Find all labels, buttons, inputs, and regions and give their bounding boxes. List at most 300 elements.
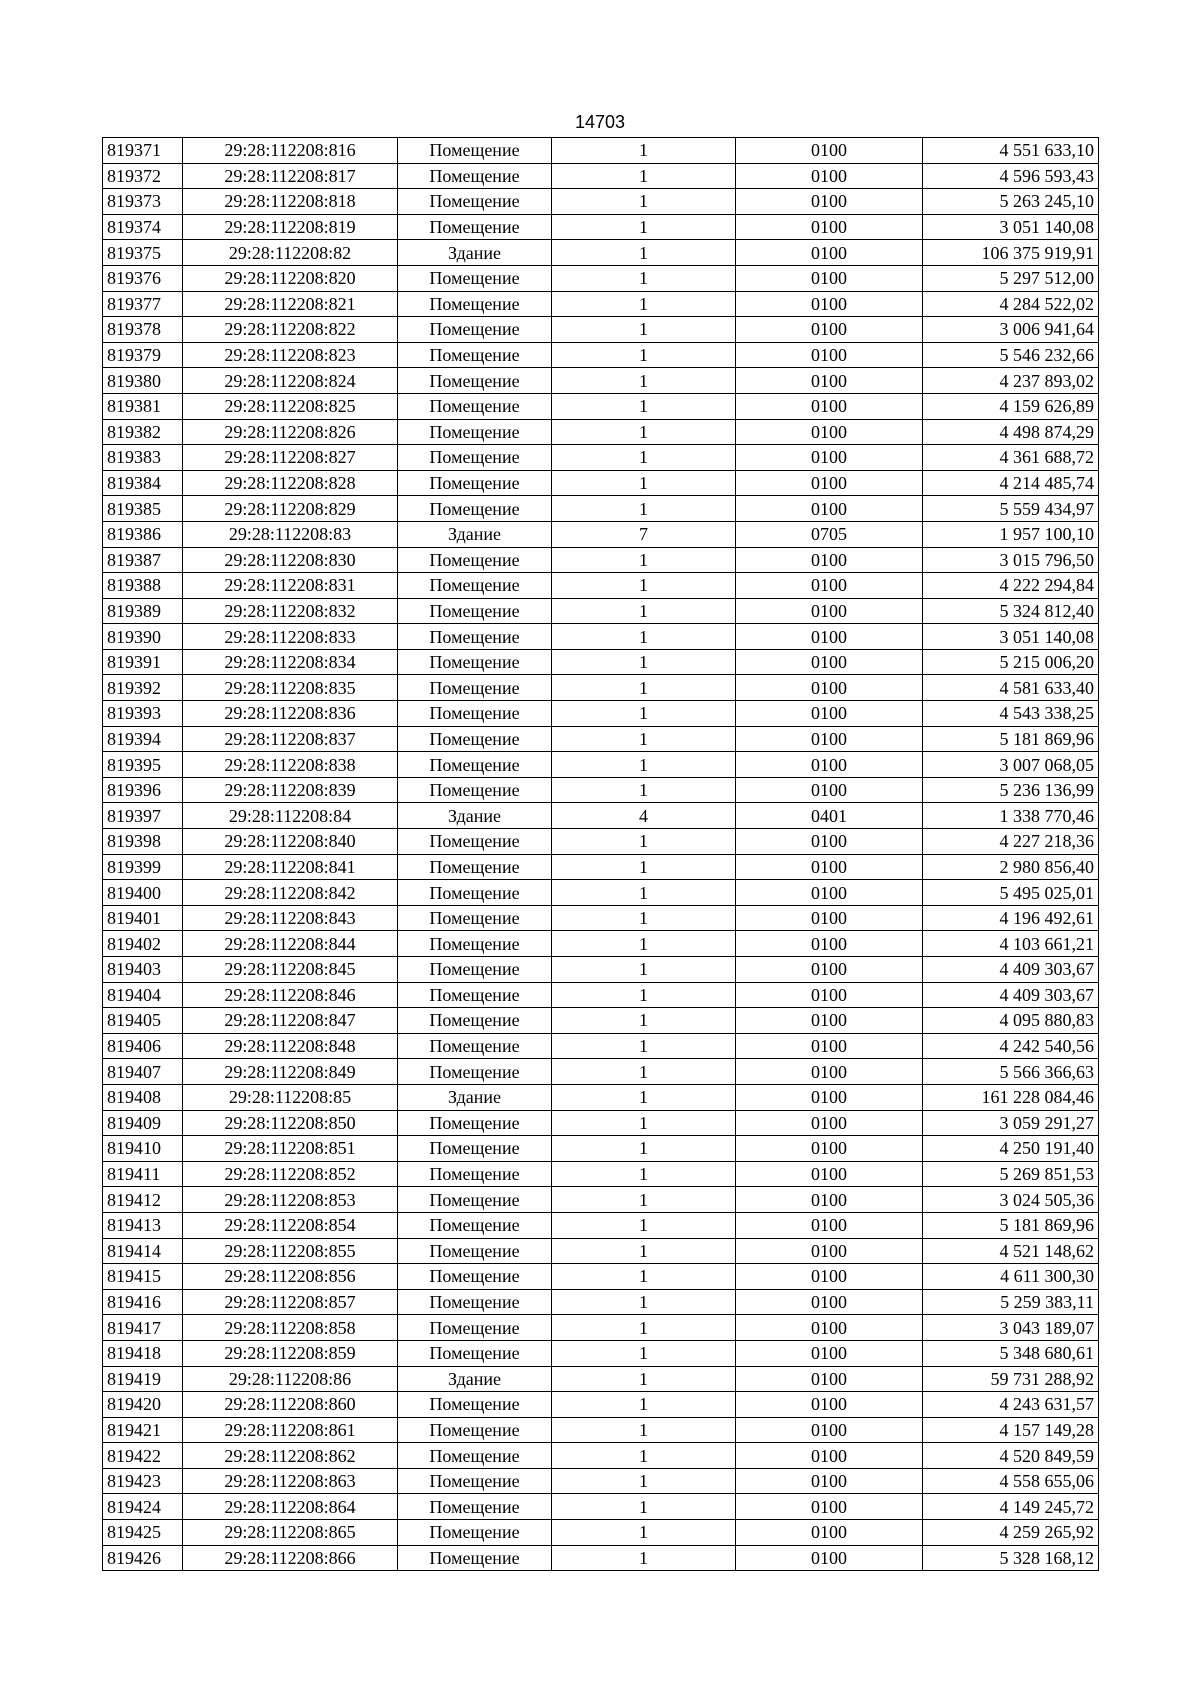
cadastral-value-cell: 3 059 291,27 <box>923 1110 1099 1136</box>
row-number-cell: 819395 <box>103 752 183 778</box>
table-row <box>103 1059 1099 1085</box>
table-row <box>103 1392 1099 1418</box>
code-cell: 0100 <box>736 1212 923 1238</box>
code-cell: 0100 <box>736 189 923 215</box>
cadastral-number-cell: 29:28:112208:832 <box>183 598 398 624</box>
code-cell: 0100 <box>736 163 923 189</box>
row-number-cell: 819424 <box>103 1494 183 1520</box>
cadastral-number-cell: 29:28:112208:864 <box>183 1494 398 1520</box>
table-row <box>103 1008 1099 1034</box>
code-cell: 0100 <box>736 726 923 752</box>
cadastral-value-cell: 4 196 492,61 <box>923 905 1099 931</box>
cadastral-value-cell: 1 338 770,46 <box>923 803 1099 829</box>
code-cell: 0100 <box>736 573 923 599</box>
row-number-cell: 819401 <box>103 905 183 931</box>
row-number-cell: 819426 <box>103 1545 183 1571</box>
code-cell: 0100 <box>736 1187 923 1213</box>
count-cell: 1 <box>552 752 736 778</box>
cadastral-number-cell: 29:28:112208:834 <box>183 649 398 675</box>
code-cell: 0100 <box>736 1008 923 1034</box>
code-cell: 0100 <box>736 1545 923 1571</box>
table-row <box>103 829 1099 855</box>
code-cell: 0100 <box>736 931 923 957</box>
cadastral-number-cell: 29:28:112208:83 <box>183 521 398 547</box>
table-row <box>103 1468 1099 1494</box>
table-row <box>103 1545 1099 1571</box>
row-number-cell: 819408 <box>103 1084 183 1110</box>
object-type-cell: Помещение <box>398 189 552 215</box>
object-type-cell: Помещение <box>398 573 552 599</box>
code-cell: 0100 <box>736 1136 923 1162</box>
cadastral-value-cell: 3 006 941,64 <box>923 317 1099 343</box>
cadastral-number-cell: 29:28:112208:859 <box>183 1340 398 1366</box>
table-row <box>103 675 1099 701</box>
cadastral-number-cell: 29:28:112208:827 <box>183 445 398 471</box>
cadastral-value-cell: 2 980 856,40 <box>923 854 1099 880</box>
object-type-cell: Помещение <box>398 1212 552 1238</box>
row-number-cell: 819402 <box>103 931 183 957</box>
row-number-cell: 819420 <box>103 1392 183 1418</box>
count-cell: 1 <box>552 265 736 291</box>
cadastral-number-cell: 29:28:112208:830 <box>183 547 398 573</box>
code-cell: 0100 <box>736 957 923 983</box>
count-cell: 1 <box>552 470 736 496</box>
cadastral-number-cell: 29:28:112208:818 <box>183 189 398 215</box>
cadastral-number-cell: 29:28:112208:853 <box>183 1187 398 1213</box>
cadastral-number-cell: 29:28:112208:855 <box>183 1238 398 1264</box>
object-type-cell: Помещение <box>398 138 552 164</box>
row-number-cell: 819399 <box>103 854 183 880</box>
code-cell: 0705 <box>736 521 923 547</box>
cadastral-value-cell: 4 520 849,59 <box>923 1443 1099 1469</box>
count-cell: 1 <box>552 1417 736 1443</box>
cadastral-value-cell: 5 236 136,99 <box>923 777 1099 803</box>
row-number-cell: 819387 <box>103 547 183 573</box>
code-cell: 0100 <box>736 1110 923 1136</box>
cadastral-number-cell: 29:28:112208:82 <box>183 240 398 266</box>
object-type-cell: Помещение <box>398 726 552 752</box>
cadastral-value-cell: 3 007 068,05 <box>923 752 1099 778</box>
cadastral-number-cell: 29:28:112208:86 <box>183 1366 398 1392</box>
row-number-cell: 819423 <box>103 1468 183 1494</box>
cadastral-number-cell: 29:28:112208:847 <box>183 1008 398 1034</box>
count-cell: 1 <box>552 1340 736 1366</box>
row-number-cell: 819380 <box>103 368 183 394</box>
count-cell: 1 <box>552 598 736 624</box>
table-row <box>103 854 1099 880</box>
row-number-cell: 819419 <box>103 1366 183 1392</box>
count-cell: 1 <box>552 1494 736 1520</box>
registry-table <box>102 137 1099 1571</box>
cadastral-number-cell: 29:28:112208:824 <box>183 368 398 394</box>
count-cell: 1 <box>552 1161 736 1187</box>
table-row <box>103 777 1099 803</box>
row-number-cell: 819417 <box>103 1315 183 1341</box>
cadastral-value-cell: 4 409 303,67 <box>923 957 1099 983</box>
row-number-cell: 819410 <box>103 1136 183 1162</box>
count-cell: 1 <box>552 1110 736 1136</box>
cadastral-number-cell: 29:28:112208:823 <box>183 342 398 368</box>
code-cell: 0100 <box>736 1366 923 1392</box>
row-number-cell: 819386 <box>103 521 183 547</box>
code-cell: 0100 <box>736 1059 923 1085</box>
count-cell: 1 <box>552 419 736 445</box>
table-row <box>103 214 1099 240</box>
table-row <box>103 1187 1099 1213</box>
cadastral-value-cell: 4 149 245,72 <box>923 1494 1099 1520</box>
row-number-cell: 819382 <box>103 419 183 445</box>
count-cell: 1 <box>552 777 736 803</box>
code-cell: 0100 <box>736 1238 923 1264</box>
table-row <box>103 880 1099 906</box>
code-cell: 0100 <box>736 393 923 419</box>
cadastral-value-cell: 4 250 191,40 <box>923 1136 1099 1162</box>
row-number-cell: 819375 <box>103 240 183 266</box>
cadastral-value-cell: 4 558 655,06 <box>923 1468 1099 1494</box>
object-type-cell: Здание <box>398 803 552 829</box>
object-type-cell: Помещение <box>398 1264 552 1290</box>
object-type-cell: Помещение <box>398 1392 552 1418</box>
table-row <box>103 291 1099 317</box>
count-cell: 1 <box>552 701 736 727</box>
cadastral-number-cell: 29:28:112208:826 <box>183 419 398 445</box>
table-row <box>103 905 1099 931</box>
cadastral-value-cell: 4 222 294,84 <box>923 573 1099 599</box>
object-type-cell: Помещение <box>398 1417 552 1443</box>
row-number-cell: 819392 <box>103 675 183 701</box>
object-type-cell: Помещение <box>398 214 552 240</box>
object-type-cell: Помещение <box>398 163 552 189</box>
cadastral-number-cell: 29:28:112208:856 <box>183 1264 398 1290</box>
object-type-cell: Помещение <box>398 777 552 803</box>
code-cell: 0401 <box>736 803 923 829</box>
table-row <box>103 1238 1099 1264</box>
cadastral-value-cell: 5 328 168,12 <box>923 1545 1099 1571</box>
row-number-cell: 819377 <box>103 291 183 317</box>
object-type-cell: Помещение <box>398 1545 552 1571</box>
count-cell: 1 <box>552 547 736 573</box>
object-type-cell: Помещение <box>398 957 552 983</box>
count-cell: 1 <box>552 1033 736 1059</box>
table-row <box>103 701 1099 727</box>
code-cell: 0100 <box>736 854 923 880</box>
row-number-cell: 819416 <box>103 1289 183 1315</box>
cadastral-number-cell: 29:28:112208:843 <box>183 905 398 931</box>
object-type-cell: Помещение <box>398 905 552 931</box>
row-number-cell: 819421 <box>103 1417 183 1443</box>
code-cell: 0100 <box>736 1289 923 1315</box>
cadastral-number-cell: 29:28:112208:836 <box>183 701 398 727</box>
count-cell: 4 <box>552 803 736 829</box>
table-row <box>103 1212 1099 1238</box>
cadastral-number-cell: 29:28:112208:837 <box>183 726 398 752</box>
object-type-cell: Помещение <box>398 419 552 445</box>
row-number-cell: 819384 <box>103 470 183 496</box>
table-row <box>103 1315 1099 1341</box>
table-row <box>103 598 1099 624</box>
count-cell: 1 <box>552 1545 736 1571</box>
object-type-cell: Помещение <box>398 752 552 778</box>
row-number-cell: 819390 <box>103 624 183 650</box>
cadastral-value-cell: 4 237 893,02 <box>923 368 1099 394</box>
count-cell: 1 <box>552 1136 736 1162</box>
row-number-cell: 819415 <box>103 1264 183 1290</box>
cadastral-value-cell: 4 095 880,83 <box>923 1008 1099 1034</box>
object-type-cell: Помещение <box>398 368 552 394</box>
object-type-cell: Помещение <box>398 1110 552 1136</box>
cadastral-number-cell: 29:28:112208:841 <box>183 854 398 880</box>
code-cell: 0100 <box>736 1033 923 1059</box>
code-cell: 0100 <box>736 342 923 368</box>
row-number-cell: 819374 <box>103 214 183 240</box>
cadastral-number-cell: 29:28:112208:854 <box>183 1212 398 1238</box>
row-number-cell: 819397 <box>103 803 183 829</box>
object-type-cell: Здание <box>398 1084 552 1110</box>
count-cell: 1 <box>552 1315 736 1341</box>
object-type-cell: Помещение <box>398 342 552 368</box>
object-type-cell: Помещение <box>398 393 552 419</box>
cadastral-value-cell: 3 024 505,36 <box>923 1187 1099 1213</box>
code-cell: 0100 <box>736 982 923 1008</box>
row-number-cell: 819385 <box>103 496 183 522</box>
object-type-cell: Помещение <box>398 1520 552 1546</box>
table-row <box>103 1417 1099 1443</box>
count-cell: 1 <box>552 1212 736 1238</box>
count-cell: 1 <box>552 624 736 650</box>
count-cell: 1 <box>552 189 736 215</box>
count-cell: 1 <box>552 573 736 599</box>
code-cell: 0100 <box>736 1417 923 1443</box>
cadastral-value-cell: 4 157 149,28 <box>923 1417 1099 1443</box>
object-type-cell: Здание <box>398 521 552 547</box>
object-type-cell: Помещение <box>398 1161 552 1187</box>
count-cell: 1 <box>552 1238 736 1264</box>
code-cell: 0100 <box>736 598 923 624</box>
object-type-cell: Помещение <box>398 445 552 471</box>
object-type-cell: Помещение <box>398 982 552 1008</box>
count-cell: 1 <box>552 675 736 701</box>
cadastral-value-cell: 4 103 661,21 <box>923 931 1099 957</box>
code-cell: 0100 <box>736 1494 923 1520</box>
object-type-cell: Помещение <box>398 1008 552 1034</box>
table-row <box>103 240 1099 266</box>
object-type-cell: Помещение <box>398 317 552 343</box>
code-cell: 0100 <box>736 138 923 164</box>
table-row <box>103 496 1099 522</box>
count-cell: 1 <box>552 982 736 1008</box>
row-number-cell: 819403 <box>103 957 183 983</box>
cadastral-value-cell: 4 611 300,30 <box>923 1264 1099 1290</box>
count-cell: 1 <box>552 342 736 368</box>
row-number-cell: 819422 <box>103 1443 183 1469</box>
code-cell: 0100 <box>736 1315 923 1341</box>
count-cell: 1 <box>552 1520 736 1546</box>
count-cell: 1 <box>552 957 736 983</box>
table-row <box>103 726 1099 752</box>
count-cell: 1 <box>552 1289 736 1315</box>
cadastral-number-cell: 29:28:112208:844 <box>183 931 398 957</box>
code-cell: 0100 <box>736 240 923 266</box>
row-number-cell: 819411 <box>103 1161 183 1187</box>
row-number-cell: 819425 <box>103 1520 183 1546</box>
cadastral-value-cell: 4 243 631,57 <box>923 1392 1099 1418</box>
count-cell: 1 <box>552 649 736 675</box>
code-cell: 0100 <box>736 317 923 343</box>
row-number-cell: 819379 <box>103 342 183 368</box>
table-row <box>103 393 1099 419</box>
object-type-cell: Помещение <box>398 1059 552 1085</box>
code-cell: 0100 <box>736 1161 923 1187</box>
code-cell: 0100 <box>736 368 923 394</box>
cadastral-number-cell: 29:28:112208:819 <box>183 214 398 240</box>
count-cell: 1 <box>552 1392 736 1418</box>
cadastral-value-cell: 5 269 851,53 <box>923 1161 1099 1187</box>
table-row <box>103 752 1099 778</box>
cadastral-number-cell: 29:28:112208:852 <box>183 1161 398 1187</box>
row-number-cell: 819398 <box>103 829 183 855</box>
cadastral-value-cell: 4 543 338,25 <box>923 701 1099 727</box>
cadastral-value-cell: 3 051 140,08 <box>923 624 1099 650</box>
table-row <box>103 1443 1099 1469</box>
code-cell: 0100 <box>736 419 923 445</box>
cadastral-number-cell: 29:28:112208:829 <box>183 496 398 522</box>
cadastral-value-cell: 4 581 633,40 <box>923 675 1099 701</box>
cadastral-value-cell: 4 409 303,67 <box>923 982 1099 1008</box>
object-type-cell: Помещение <box>398 1494 552 1520</box>
code-cell: 0100 <box>736 1340 923 1366</box>
cadastral-value-cell: 5 259 383,11 <box>923 1289 1099 1315</box>
table-row <box>103 1366 1099 1392</box>
cadastral-value-cell: 4 596 593,43 <box>923 163 1099 189</box>
row-number-cell: 819405 <box>103 1008 183 1034</box>
cadastral-value-cell: 1 957 100,10 <box>923 521 1099 547</box>
object-type-cell: Помещение <box>398 931 552 957</box>
count-cell: 1 <box>552 393 736 419</box>
cadastral-number-cell: 29:28:112208:845 <box>183 957 398 983</box>
code-cell: 0100 <box>736 1443 923 1469</box>
code-cell: 0100 <box>736 1264 923 1290</box>
object-type-cell: Здание <box>398 240 552 266</box>
cadastral-number-cell: 29:28:112208:840 <box>183 829 398 855</box>
table-row <box>103 189 1099 215</box>
object-type-cell: Помещение <box>398 701 552 727</box>
table-row <box>103 1264 1099 1290</box>
object-type-cell: Помещение <box>398 291 552 317</box>
object-type-cell: Помещение <box>398 1340 552 1366</box>
table-row <box>103 445 1099 471</box>
count-cell: 1 <box>552 496 736 522</box>
object-type-cell: Помещение <box>398 1136 552 1162</box>
count-cell: 1 <box>552 1264 736 1290</box>
object-type-cell: Помещение <box>398 598 552 624</box>
row-number-cell: 819394 <box>103 726 183 752</box>
object-type-cell: Помещение <box>398 880 552 906</box>
cadastral-number-cell: 29:28:112208:848 <box>183 1033 398 1059</box>
cadastral-value-cell: 4 284 522,02 <box>923 291 1099 317</box>
cadastral-number-cell: 29:28:112208:821 <box>183 291 398 317</box>
cadastral-value-cell: 4 259 265,92 <box>923 1520 1099 1546</box>
table-row <box>103 547 1099 573</box>
object-type-cell: Помещение <box>398 649 552 675</box>
object-type-cell: Помещение <box>398 624 552 650</box>
row-number-cell: 819388 <box>103 573 183 599</box>
cadastral-value-cell: 5 297 512,00 <box>923 265 1099 291</box>
row-number-cell: 819407 <box>103 1059 183 1085</box>
cadastral-value-cell: 5 215 006,20 <box>923 649 1099 675</box>
cadastral-number-cell: 29:28:112208:816 <box>183 138 398 164</box>
object-type-cell: Помещение <box>398 1315 552 1341</box>
cadastral-value-cell: 5 181 869,96 <box>923 1212 1099 1238</box>
code-cell: 0100 <box>736 265 923 291</box>
table-row <box>103 1084 1099 1110</box>
cadastral-number-cell: 29:28:112208:850 <box>183 1110 398 1136</box>
cadastral-value-cell: 4 498 874,29 <box>923 419 1099 445</box>
count-cell: 1 <box>552 880 736 906</box>
cadastral-number-cell: 29:28:112208:825 <box>183 393 398 419</box>
cadastral-value-cell: 4 159 626,89 <box>923 393 1099 419</box>
count-cell: 1 <box>552 854 736 880</box>
count-cell: 1 <box>552 214 736 240</box>
row-number-cell: 819371 <box>103 138 183 164</box>
table-row <box>103 982 1099 1008</box>
row-number-cell: 819412 <box>103 1187 183 1213</box>
table-row <box>103 138 1099 164</box>
code-cell: 0100 <box>736 1084 923 1110</box>
object-type-cell: Помещение <box>398 1443 552 1469</box>
count-cell: 1 <box>552 163 736 189</box>
table-row <box>103 1136 1099 1162</box>
code-cell: 0100 <box>736 777 923 803</box>
cadastral-value-cell: 5 324 812,40 <box>923 598 1099 624</box>
cadastral-number-cell: 29:28:112208:822 <box>183 317 398 343</box>
cadastral-value-cell: 4 242 540,56 <box>923 1033 1099 1059</box>
count-cell: 1 <box>552 1084 736 1110</box>
table-row <box>103 624 1099 650</box>
count-cell: 1 <box>552 1468 736 1494</box>
cadastral-value-cell: 4 227 218,36 <box>923 829 1099 855</box>
code-cell: 0100 <box>736 1520 923 1546</box>
row-number-cell: 819376 <box>103 265 183 291</box>
count-cell: 7 <box>552 521 736 547</box>
cadastral-number-cell: 29:28:112208:857 <box>183 1289 398 1315</box>
cadastral-number-cell: 29:28:112208:866 <box>183 1545 398 1571</box>
count-cell: 1 <box>552 829 736 855</box>
object-type-cell: Помещение <box>398 1468 552 1494</box>
cadastral-number-cell: 29:28:112208:835 <box>183 675 398 701</box>
row-number-cell: 819400 <box>103 880 183 906</box>
object-type-cell: Помещение <box>398 675 552 701</box>
table-row <box>103 419 1099 445</box>
count-cell: 1 <box>552 138 736 164</box>
row-number-cell: 819383 <box>103 445 183 471</box>
table-row <box>103 957 1099 983</box>
code-cell: 0100 <box>736 470 923 496</box>
cadastral-number-cell: 29:28:112208:85 <box>183 1084 398 1110</box>
cadastral-value-cell: 3 015 796,50 <box>923 547 1099 573</box>
code-cell: 0100 <box>736 649 923 675</box>
cadastral-value-cell: 4 521 148,62 <box>923 1238 1099 1264</box>
row-number-cell: 819409 <box>103 1110 183 1136</box>
table-row <box>103 573 1099 599</box>
row-number-cell: 819373 <box>103 189 183 215</box>
count-cell: 1 <box>552 368 736 394</box>
cadastral-value-cell: 5 348 680,61 <box>923 1340 1099 1366</box>
row-number-cell: 819372 <box>103 163 183 189</box>
table-row <box>103 368 1099 394</box>
cadastral-number-cell: 29:28:112208:828 <box>183 470 398 496</box>
count-cell: 1 <box>552 1008 736 1034</box>
cadastral-number-cell: 29:28:112208:862 <box>183 1443 398 1469</box>
